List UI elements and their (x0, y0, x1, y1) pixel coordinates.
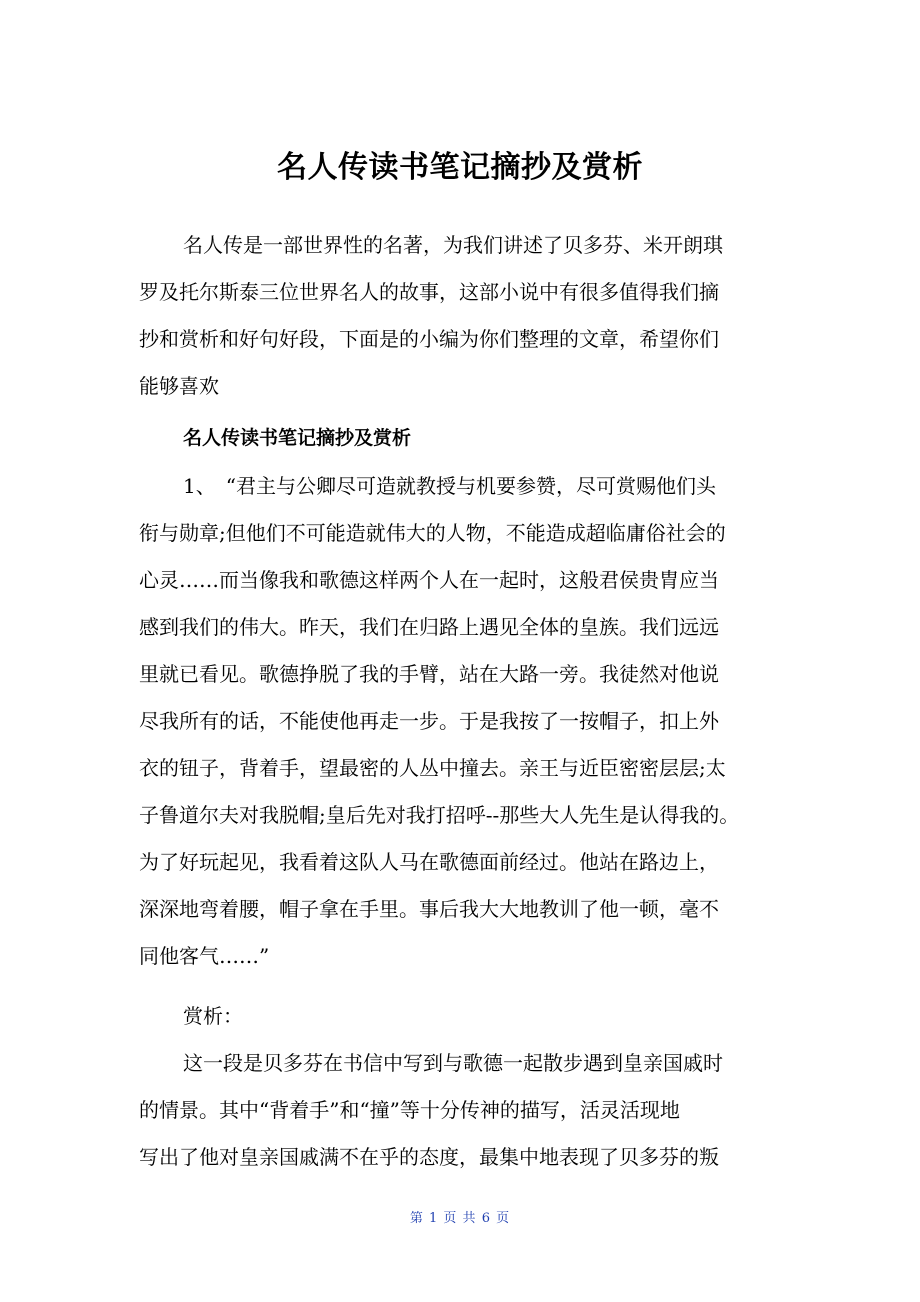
analysis-line: 的情景。其中“背着手”和“撞”等十分传神的描写，活灵活现地 (139, 1098, 680, 1122)
intro-paragraph (139, 222, 799, 410)
quote-line: 同他客气……” (139, 944, 270, 968)
quote-paragraph (139, 463, 799, 980)
analysis-line: 这一段是贝多芬在书信中写到与歌德一起散步遇到皇亲国戚时 (183, 1051, 723, 1075)
intro-line: 名人传是一部世界性的名著，为我们讲述了贝多芬、米开朗琪 (183, 233, 723, 257)
quote-line: 子鲁道尔夫对我脱帽;皇后先对我打招呼--那些大人先生是认得我的。 (139, 803, 740, 827)
quote-line: 里就已看见。歌德挣脱了我的手臂，站在大路一旁。我徒然对他说 (139, 662, 719, 686)
quote-line: 衣的钮子，背着手，望最密的人丛中撞去。亲王与近臣密密层层;太 (139, 756, 726, 780)
page-footer: 第 1 页 共 6 页 (409, 1211, 511, 1226)
quote-line: 深深地弯着腰，帽子拿在手里。事后我大大地教训了他一顿，毫不 (139, 897, 719, 921)
analysis-line: 写出了他对皇亲国戚满不在乎的态度，最集中地表现了贝多芬的叛 (139, 1145, 719, 1169)
intro-line: 抄和赏析和好句好段，下面是的小编为你们整理的文章，希望你们 (139, 327, 719, 351)
analysis-label: 赏析： (183, 1004, 243, 1028)
quote-line: 为了好玩起见，我看着这队人马在歌德面前经过。他站在路边上， (139, 850, 719, 874)
quote-line: 心灵……而当像我和歌德这样两个人在一起时，这般君侯贵胄应当 (139, 568, 719, 592)
analysis-label-paragraph (139, 993, 799, 1040)
quote-line: 衔与勋章;但他们不可能造就伟大的人物，不能造成超临庸俗社会的 (139, 521, 726, 545)
quote-line: 尽我所有的话，不能使他再走一步。于是我按了一按帽子，扣上外 (139, 709, 719, 733)
quote-line: 感到我们的伟大。昨天，我们在归路上遇见全体的皇族。我们远远 (139, 615, 719, 639)
intro-line: 罗及托尔斯泰三位世界名人的故事，这部小说中有很多值得我们摘 (139, 280, 719, 304)
intro-line: 能够喜欢 (139, 374, 219, 398)
section-subheading: 名人传读书笔记摘抄及赏析 (183, 427, 412, 449)
quote-line: 1、 “君主与公卿尽可造就教授与机要参赞，尽可赏赐他们头 (183, 474, 716, 498)
document-title: 名人传读书笔记摘抄及赏析 (277, 150, 643, 185)
analysis-paragraph (139, 1040, 799, 1181)
